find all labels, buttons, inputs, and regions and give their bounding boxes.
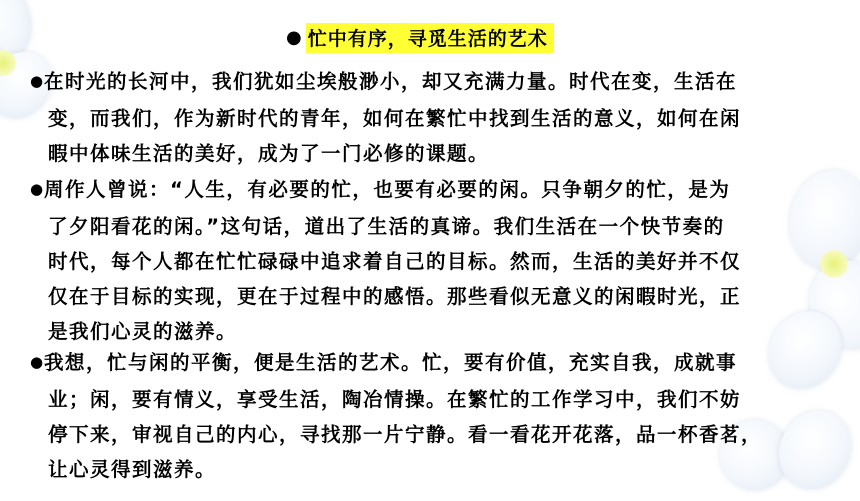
paragraph-line: 了夕阳看花的闲。”这句话，道出了生活的真谛。我们生活在一个快节奏的 bbox=[48, 215, 725, 238]
paragraph-2 bbox=[30, 172, 820, 349]
bullet-icon: ● bbox=[286, 26, 302, 48]
paragraph-3 bbox=[30, 345, 820, 487]
paragraph-line: 仅在于目标的实现，更在于过程中的感悟。那些看似无意义的闲暇时光，正 bbox=[48, 285, 742, 308]
paragraph-line: 我想，忙与闲的平衡，便是生活的艺术。忙，要有价值，充实自我，成就事 bbox=[44, 351, 738, 374]
paragraph-line: 停下来，审视自己的内心，寻找那一片宁静。看一看花开花落，品一杯香茗， bbox=[48, 423, 763, 446]
page-title: 忙中有序，寻觅生活的艺术 bbox=[306, 23, 554, 53]
bullet-icon: ● bbox=[30, 180, 45, 198]
bullet-icon: ● bbox=[30, 72, 45, 90]
paragraph-1 bbox=[30, 64, 820, 171]
paragraph-line: 业；闲，要有情义，享受生活，陶冶情操。在繁忙的工作学习中，我们不妨 bbox=[48, 388, 742, 411]
paragraph-line: 是我们心灵的滋养。 bbox=[48, 320, 238, 343]
paragraph-line: 时代，每个人都在忙忙碌碌中追求着自己的目标。然而，生活的美好并不仅 bbox=[48, 250, 742, 273]
paragraph-line: 周作人曾说：“人生，有必要的忙，也要有必要的闲。只争朝夕的忙，是为 bbox=[44, 178, 731, 201]
bullet-icon: ● bbox=[30, 353, 45, 371]
paragraph-line: 暇中体味生活的美好，成为了一门必修的课题。 bbox=[48, 142, 490, 165]
paragraph-line: 变，而我们，作为新时代的青年，如何在繁忙中找到生活的意义，如何在闲 bbox=[48, 107, 742, 130]
title-row bbox=[286, 24, 554, 51]
paragraph-line: 让心灵得到滋养。 bbox=[48, 458, 217, 481]
paragraph-line: 在时光的长河中，我们犹如尘埃般渺小，却又充满力量。时代在变，生活在 bbox=[44, 70, 738, 93]
